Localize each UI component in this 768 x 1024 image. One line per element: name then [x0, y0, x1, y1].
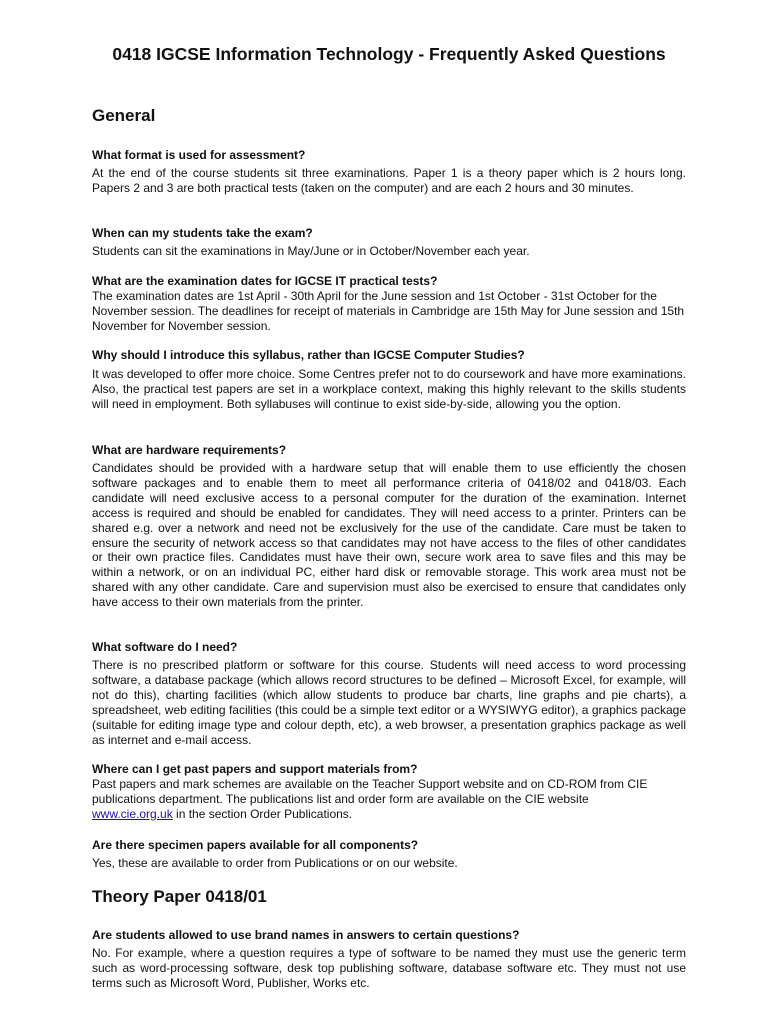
faq-question: Where can I get past papers and support materials from? [92, 762, 418, 776]
faq-answer-text: Past papers and mark schemes are available on the Teacher Support website and on CD-ROM from CIE publications department. The publications list and order form are available on the CIE website [92, 777, 648, 806]
cie-website-link[interactable]: www.cie.org.uk [92, 806, 173, 821]
section-heading-general: General [92, 106, 156, 125]
faq-answer: Candidates should be provided with a hardware setup that will enable them to use efficiently the chosen software packages and to enable them to meet all performance criteria of 0418/02 and 0418/03. Each candidate will need exclusive access to a personal computer for the duration of the examination. Internet access is required and should be enabled for candidates. They will need access to a printer. Printers can be shared e.g. over a network and need not be exclusively for the use of the candidate. Care must be taken to ensure the security of network access so that candidates may not have access to the files of other candidates or their own practice files. Candidates must have their own, secure work area to save files and this may be within a network, or on an individual PC, either hard disk or removable storage. This work area must not be shared with any other candidate. Care and supervision must also be exercised to ensure that candidates only have access to their own materials from the printer. [92, 461, 686, 610]
faq-answer: Students can sit the examinations in May/June or in October/November each year. [92, 244, 530, 258]
faq-question: Are there specimen papers available for all components? [92, 838, 419, 852]
page-title: 0418 IGCSE Information Technology - Frequently Asked Questions [112, 44, 666, 64]
faq-answer: There is no prescribed platform or software for this course. Students will need access to word processing software, a database package (which allows record structures to be defined – Microsoft Excel, for example, will not do this), charting facilities (which allow students to produce bar charts, line graphs and pie charts), a spreadsheet, web editing facilities (this could be a simple text editor or a WYSIWYG editor), a graphics package (suitable for editing image type and colour depth, etc), a web browser, a presentation graphics package as well as internet and e-mail access. [92, 658, 686, 747]
faq-answer: At the end of the course students sit three examinations. Paper 1 is a theory paper which is 2 hours long. Papers 2 and 3 are both practical tests (taken on the computer) and are each 2 hours and 30 minutes. [92, 166, 686, 195]
faq-answer-suffix: in the section Order Publications. [172, 806, 353, 821]
faq-question: When can my students take the exam? [92, 226, 313, 240]
faq-answer: No. For example, where a question requires a type of software to be named they must use the generic term such as word-processing software, desk top publishing software, database software etc. They must not use terms such as Microsoft Word, Publisher, Works etc. [92, 946, 686, 990]
faq-answer: Yes, these are available to order from Publications or on our website. [92, 856, 458, 870]
faq-question: What software do I need? [92, 640, 238, 654]
faq-question: What format is used for assessment? [92, 148, 306, 162]
faq-question: Why should I introduce this syllabus, rather than IGCSE Computer Studies? [92, 348, 525, 362]
faq-answer: It was developed to offer more choice. Some Centres prefer not to do coursework and have more examinations. Also, the practical test papers are set in a workplace context, making this highly relevant to the skills students will need in employment. Both syllabuses will continue to exist side-by-side, allowing you the option. [92, 367, 686, 411]
faq-answer: The examination dates are 1st April - 30th April for the June session and 1st October - 31st October for the November session. The deadlines for receipt of materials in Cambridge are 15th May for June session and 15th November for November session. [92, 289, 685, 333]
section-heading-theory-paper: Theory Paper 0418/01 [92, 887, 267, 906]
faq-question: What are the examination dates for IGCSE IT practical tests? [92, 274, 438, 288]
faq-answer [92, 777, 672, 822]
faq-question: Are students allowed to use brand names in answers to certain questions? [92, 928, 520, 942]
faq-question: What are hardware requirements? [92, 443, 287, 457]
